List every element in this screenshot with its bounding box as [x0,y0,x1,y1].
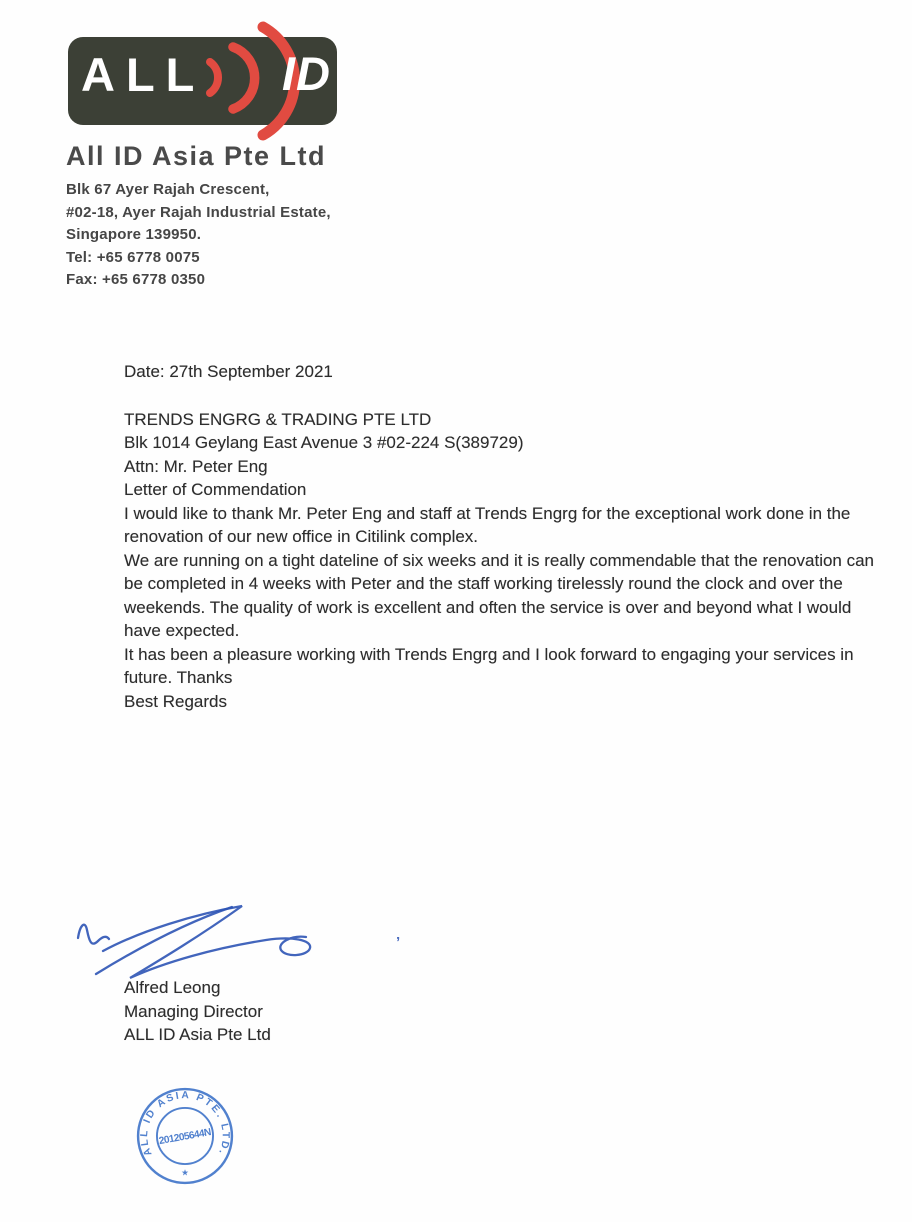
fax-line: Fax: +65 6778 0350 [66,271,206,288]
stamp-star-icon: ★ [181,1167,189,1178]
phone-line: Tel: +65 6778 0075 [66,248,200,266]
signer-name: Alfred Leong [124,978,221,997]
signer-block [124,976,271,1047]
closing-salutation: Best Regards [124,691,227,711]
ink-mark-artifact: ’ [396,934,401,951]
company-logo [68,37,337,125]
paragraph-2: We are running on a tight dateline of six weeks and it is really commendable that the renovation can be completed in 4 weeks with Peter and the staff working tirelessly round the clock and over the weekends. The quality of work is excellent and often the service is over and beyond what I would have expected. [124,550,875,640]
paragraph-3: It has been a pleasure working with Trends Engrg and I look forward to engaging your services in future. Thanks [124,644,854,687]
recipient-attn: Attn: Mr. Peter Eng [124,456,268,476]
logo-text-id: ID [282,47,331,100]
signer-title: Managing Director [124,1001,263,1021]
paragraph-1: I would like to thank Mr. Peter Eng and staff at Trends Engrg for the exceptional work done in the renovation of our new office in Citilink complex. [124,503,851,546]
stamp-registration-number: 201205644N [158,1127,213,1148]
logo-text-all: ALL [81,48,206,101]
recipient-company: TRENDS ENGRG & TRADING PTE LTD [124,409,432,429]
signer-company: ALL ID Asia Pte Ltd [124,1025,271,1044]
address-line: Blk 67 Ayer Rajah Crescent, [66,181,270,198]
letter-date: Date: 27th September 2021 [124,362,333,381]
letter-subject: Letter of Commendation [124,480,307,499]
address-line: #02-18, Ayer Rajah Industrial Estate, [66,203,331,221]
recipient-address: Blk 1014 Geylang East Avenue 3 #02-224 S(389729) [124,433,524,452]
letter-body [124,360,881,713]
address-line: Singapore 139950. [66,226,202,243]
recipient-block [124,408,881,479]
company-name-heading: All ID Asia Pte Ltd [66,141,327,171]
company-stamp [134,1085,236,1187]
company-address-block [66,179,331,292]
stamp-ring-text: ALL ID ASIA PTE. LTD. [139,1090,231,1158]
